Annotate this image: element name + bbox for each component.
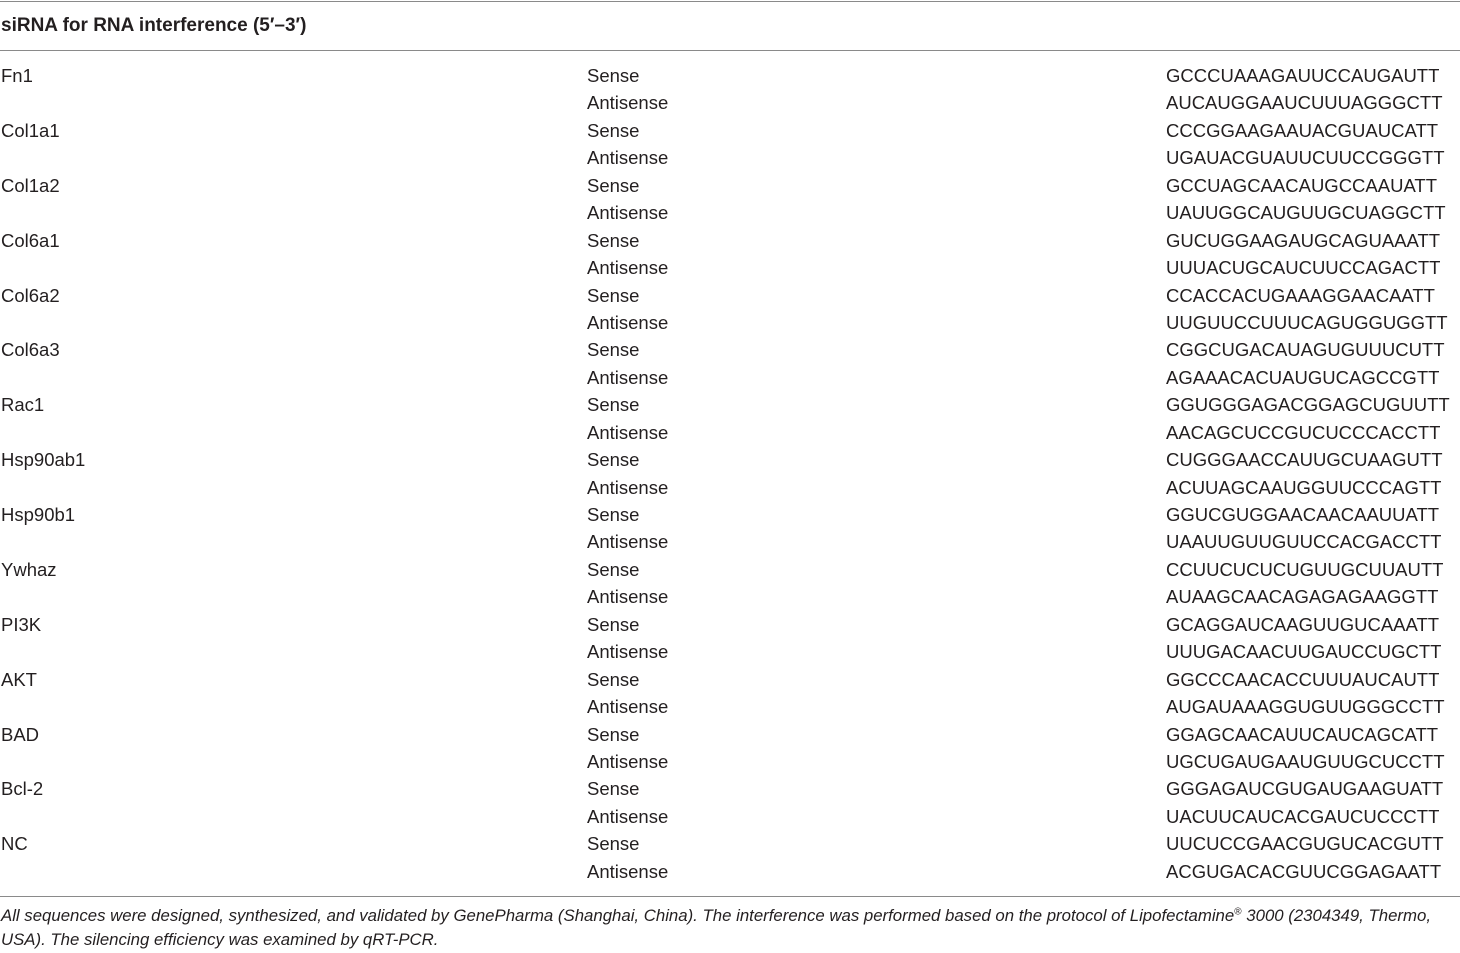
table-row bbox=[0, 336, 1460, 363]
table-footnote bbox=[1, 904, 1457, 952]
table-row bbox=[0, 199, 1460, 226]
gene-name: Rac1 bbox=[1, 394, 45, 416]
table-row bbox=[0, 391, 1460, 418]
table-row bbox=[0, 830, 1460, 857]
table-row bbox=[0, 556, 1460, 583]
table-row bbox=[0, 803, 1460, 830]
antisense-sequence: UAAUUGUUGUUCCACGACCTT bbox=[1166, 531, 1442, 553]
table-row bbox=[0, 446, 1460, 473]
sense-sequence: GGAGCAACAUUCAUCAGCATT bbox=[1166, 723, 1439, 745]
antisense-label: Antisense bbox=[587, 531, 669, 553]
table-row bbox=[0, 775, 1460, 802]
sense-label: Sense bbox=[587, 284, 640, 306]
sense-sequence: GCCCUAAAGAUUCCAUGAUTT bbox=[1166, 65, 1440, 86]
sense-sequence: GUCUGGAAGAUGCAGUAAATT bbox=[1166, 229, 1441, 251]
antisense-label: Antisense bbox=[587, 696, 669, 718]
sense-sequence: CCACCACUGAAAGGAACAATT bbox=[1166, 284, 1435, 306]
gene-name: Ywhaz bbox=[1, 558, 57, 580]
gene-name: BAD bbox=[1, 723, 40, 745]
table-row bbox=[0, 528, 1460, 555]
table-row bbox=[0, 858, 1460, 885]
antisense-sequence: UACUUCAUCACGAUCUCCCTT bbox=[1166, 805, 1440, 827]
table-row bbox=[0, 748, 1460, 775]
sense-sequence: GCCUAGCAACAUGCCAAUATT bbox=[1166, 174, 1438, 196]
sense-sequence: CCCGGAAGAAUACGUAUCATT bbox=[1166, 119, 1439, 141]
sense-label: Sense bbox=[587, 65, 640, 86]
table-row bbox=[0, 117, 1460, 144]
antisense-label: Antisense bbox=[587, 257, 669, 279]
table-row bbox=[0, 364, 1460, 391]
registered-mark: ® bbox=[1234, 906, 1242, 918]
antisense-sequence: AACAGCUCCGUCUCCCACCTT bbox=[1166, 421, 1441, 443]
sense-label: Sense bbox=[587, 394, 640, 416]
sense-label: Sense bbox=[587, 119, 640, 141]
sense-sequence: CCUUCUCUCUGUUGCUUAUTT bbox=[1166, 558, 1444, 580]
antisense-sequence: UAUUGGCAUGUUGCUAGGCTT bbox=[1166, 202, 1446, 224]
gene-name: Fn1 bbox=[1, 65, 33, 86]
table-row bbox=[0, 172, 1460, 199]
sense-sequence: GGUCGUGGAACAACAAUUATT bbox=[1166, 504, 1440, 525]
gene-name: PI3K bbox=[1, 613, 42, 635]
gene-name: Col1a2 bbox=[1, 174, 60, 196]
sense-label: Sense bbox=[587, 339, 640, 361]
sense-label: Sense bbox=[587, 778, 640, 800]
sense-sequence: GGCCCAACACCUUUAUCAUTT bbox=[1166, 668, 1440, 690]
antisense-sequence: UGAUACGUAUUCUUCCGGGTT bbox=[1166, 147, 1445, 169]
footnote-text-part1: All sequences were designed, synthesized, and validated by GenePharma (Shanghai, China). The interference was performed based on the protocol of Lipofectamine bbox=[1, 906, 1235, 925]
table-body bbox=[0, 62, 1460, 885]
table-row bbox=[0, 144, 1460, 171]
table-row bbox=[0, 666, 1460, 693]
antisense-sequence: AUAAGCAACAGAGAGAAGGTT bbox=[1166, 586, 1439, 608]
table-row bbox=[0, 638, 1460, 665]
sense-sequence: GGUGGGAGACGGAGCUGUUTT bbox=[1166, 394, 1450, 416]
sense-sequence: CUGGGAACCAUUGCUAAGUTT bbox=[1166, 449, 1443, 471]
antisense-label: Antisense bbox=[587, 476, 669, 498]
antisense-label: Antisense bbox=[587, 311, 669, 333]
sense-label: Sense bbox=[587, 833, 640, 855]
antisense-label: Antisense bbox=[587, 586, 669, 608]
sense-label: Sense bbox=[587, 504, 640, 525]
table-row bbox=[0, 611, 1460, 638]
sense-label: Sense bbox=[587, 723, 640, 745]
table-row bbox=[0, 693, 1460, 720]
antisense-sequence: UUUACUGCAUCUUCCAGACTT bbox=[1166, 257, 1441, 279]
antisense-label: Antisense bbox=[587, 202, 669, 224]
antisense-label: Antisense bbox=[587, 750, 669, 772]
antisense-sequence: UUUGACAACUUGAUCCUGCTT bbox=[1166, 641, 1442, 663]
header-divider bbox=[0, 50, 1460, 51]
sense-label: Sense bbox=[587, 449, 640, 471]
antisense-sequence: AGAAACACUAUGUCAGCCGTT bbox=[1166, 366, 1440, 388]
sense-label: Sense bbox=[587, 613, 640, 635]
sense-label: Sense bbox=[587, 558, 640, 580]
table-row bbox=[0, 501, 1460, 528]
table-header: siRNA for RNA interference (5′–3′) bbox=[1, 15, 307, 36]
antisense-sequence: ACGUGACACGUUCGGAGAATT bbox=[1166, 860, 1442, 882]
antisense-label: Antisense bbox=[587, 641, 669, 663]
gene-name: NC bbox=[1, 833, 28, 855]
table-row bbox=[0, 583, 1460, 610]
table-row bbox=[0, 89, 1460, 116]
table-row bbox=[0, 474, 1460, 501]
gene-name: Col6a2 bbox=[1, 284, 60, 306]
table-row bbox=[0, 254, 1460, 281]
antisense-sequence: UGCUGAUGAAUGUUGCUCCTT bbox=[1166, 750, 1445, 772]
antisense-label: Antisense bbox=[587, 92, 669, 114]
table-row bbox=[0, 227, 1460, 254]
sense-sequence: CGGCUGACAUAGUGUUUCUTT bbox=[1166, 339, 1445, 361]
footnote-text-part2: 3000 (2304349, Thermo, USA). The silencing efficiency was examined by qRT-PCR. bbox=[1, 906, 1431, 949]
gene-name: Col1a1 bbox=[1, 119, 60, 141]
antisense-sequence: AUGAUAAAGGUGUUGGGCCTT bbox=[1166, 696, 1445, 718]
sense-sequence: UUCUCCGAACGUGUCACGUTT bbox=[1166, 833, 1444, 855]
gene-name: Bcl-2 bbox=[1, 778, 44, 800]
table-row bbox=[0, 62, 1460, 89]
gene-name: Col6a3 bbox=[1, 339, 60, 361]
table-row bbox=[0, 309, 1460, 336]
table-bottom-rule bbox=[0, 896, 1460, 897]
antisense-sequence: UUGUUCCUUUCAGUGGUGGTT bbox=[1166, 311, 1448, 333]
gene-name: Hsp90ab1 bbox=[1, 449, 86, 471]
antisense-label: Antisense bbox=[587, 860, 669, 882]
table-row bbox=[0, 419, 1460, 446]
antisense-label: Antisense bbox=[587, 366, 669, 388]
gene-name: Hsp90b1 bbox=[1, 504, 76, 525]
gene-name: AKT bbox=[1, 668, 37, 690]
sense-label: Sense bbox=[587, 229, 640, 251]
antisense-sequence: AUCAUGGAAUCUUUAGGGCTT bbox=[1166, 92, 1443, 114]
antisense-label: Antisense bbox=[587, 805, 669, 827]
sense-sequence: GCAGGAUCAAGUUGUCAAATT bbox=[1166, 613, 1440, 635]
sense-sequence: GGGAGAUCGUGAUGAAGUATT bbox=[1166, 778, 1444, 800]
antisense-sequence: ACUUAGCAAUGGUUCCCAGTT bbox=[1166, 476, 1442, 498]
antisense-label: Antisense bbox=[587, 421, 669, 443]
gene-name: Col6a1 bbox=[1, 229, 60, 251]
antisense-label: Antisense bbox=[587, 147, 669, 169]
table-row bbox=[0, 282, 1460, 309]
sense-label: Sense bbox=[587, 174, 640, 196]
table-row bbox=[0, 721, 1460, 748]
table-top-rule bbox=[0, 1, 1460, 2]
sense-label: Sense bbox=[587, 668, 640, 690]
